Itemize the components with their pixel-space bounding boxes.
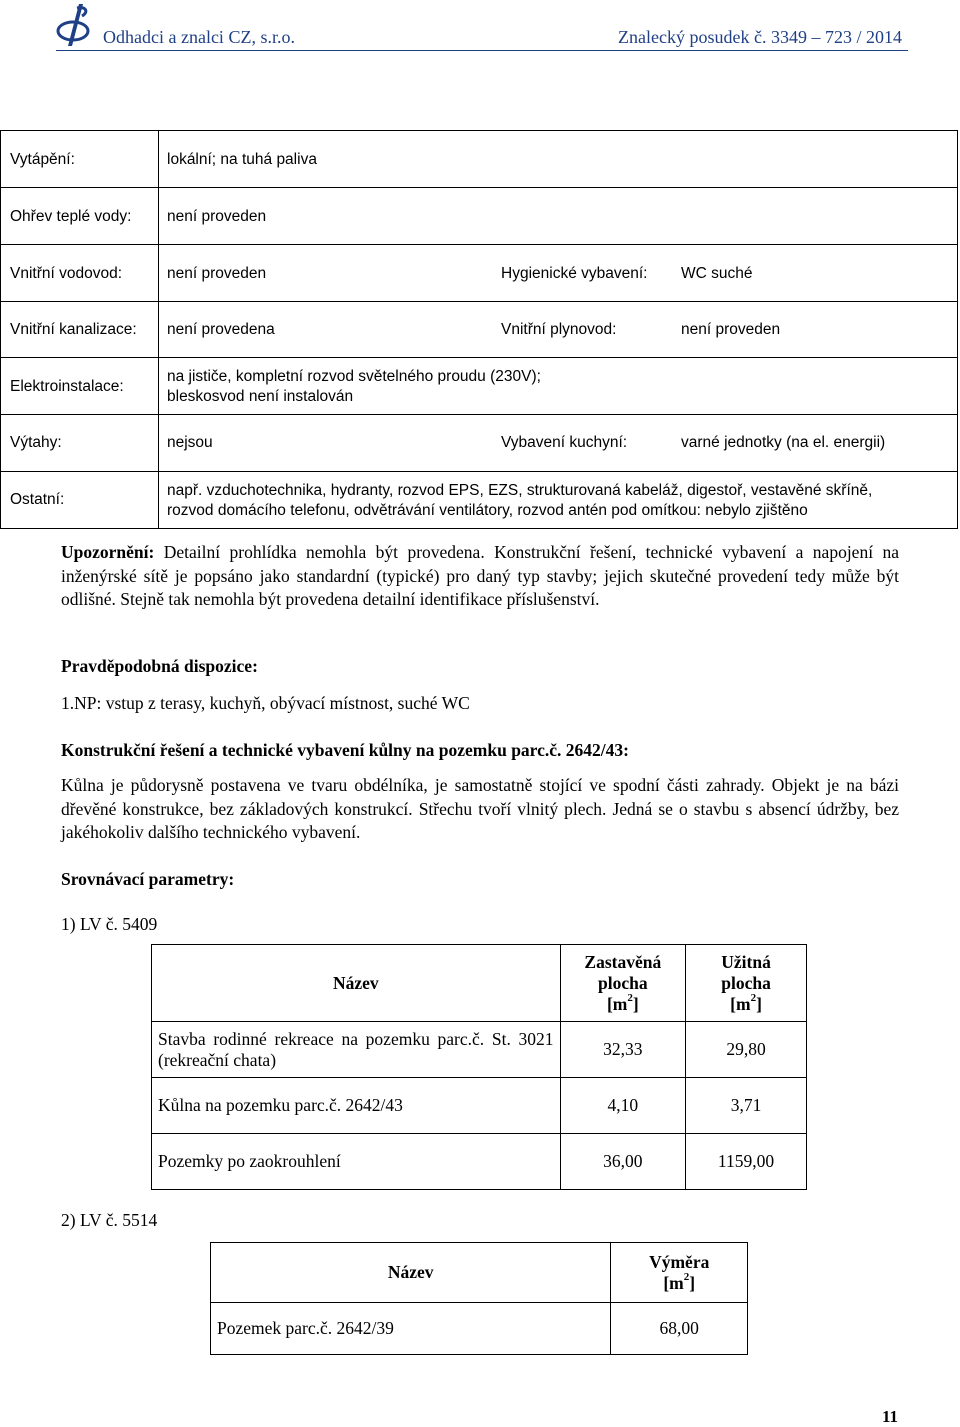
page-number: 11 [881,1407,898,1426]
table-row [152,1022,807,1078]
header-divider [56,50,908,51]
row-divider [1,357,957,358]
shed-text: Kůlna je půdorysně postavena ve tvaru obdélníka, je samostatně stojící ve spodní části zahrady. Objekt je na bázi dřevěné konstrukce, bez základových konstrukcí. Střechu tvoří vlnitý plech. Jedná se o stavbu s absencí údržby, bez jakéhokoliv dalšího technického vybavení. [61,775,899,842]
lifts-value: nejsou [167,434,213,451]
col-built-l2: plocha [598,972,648,993]
row-name: Stavba rodinné rekreace na pozemku parc.č. St. 3021 (rekreační chata) [152,1022,561,1078]
comparison-heading: Srovnávací parametry: [61,869,235,889]
shed-heading: Konstrukční řešení a technické vybavení kůlny na pozemku parc.č. 2642/43: [61,740,629,760]
lifts-label: Výtahy: [10,434,62,451]
table-header-row [152,945,807,1022]
column-divider [158,131,159,528]
warning-text: Detailní prohlídka nemohla být provedena. Konstrukční řešení, technické vybavení a napojení na inženýrské sítě je popsáno jako standardní (typické) pro daný typ stavby; jejich skutečné provedení tedy může být odlišné. Stejně tak nemohla být provedena detailní identifikace příslušenství. [61,542,899,609]
row-built: 4,10 [560,1078,686,1134]
table-row [152,1134,807,1190]
row-name: Kůlna na pozemku parc.č. 2642/43 [152,1078,561,1134]
table-header-row [211,1243,748,1303]
sewage-value: není provedena [167,321,275,338]
electric-value-line1: na jističe, kompletní rozvod světelného proudu (230V); [167,368,541,385]
layout-heading: Pravděpodobná dispozice: [61,656,258,676]
col-useful-unit: $[m^2]$ [730,991,762,1014]
col-name-header: Název [211,1243,611,1303]
table-row [152,1078,807,1134]
warning-label: Upozornění: [61,542,155,562]
hygiene-label: Hygienické vybavení: [501,265,648,282]
kitchen-label: Vybavení kuchyní: [501,434,628,451]
other-label: Ostatní: [10,491,65,508]
heating-value: lokální; na tuhá paliva [167,151,317,168]
row-built: 32,33 [560,1022,686,1078]
sewage-label: Vnitřní kanalizace: [10,321,137,338]
lv1-table [151,944,807,1190]
col-built-header [560,945,686,1022]
row-divider [1,187,957,188]
electric-label: Elektroinstalace: [10,378,124,395]
hygiene-value: WC suché [681,265,753,282]
layout-text: 1.NP: vstup z terasy, kuchyň, obývací místnost, suché WC [61,693,470,713]
lv1-label: 1) LV č. 5409 [61,914,158,934]
kitchen-value: varné jednotky (na el. energii) [681,434,886,451]
col-useful-l1: Užitná [721,951,771,972]
row-useful: 3,71 [686,1078,807,1134]
header-company: Odhadci a znalci CZ, s.r.o. [103,27,295,47]
company-logo-icon [56,2,92,48]
row-name: Pozemky po zaokrouhlení [152,1134,561,1190]
row-useful: 1159,00 [686,1134,807,1190]
gas-value: není proveden [681,321,781,338]
row-built: 36,00 [560,1134,686,1190]
col-area-label: Výměra [649,1251,710,1272]
lv2-label: 2) LV č. 5514 [61,1210,158,1230]
other-value-line1: např. vzduchotechnika, hydranty, rozvod EPS, EZS, strukturovaná kabeláž, digestoř, vestavěné skříně, [167,482,873,499]
header-report-number: Znalecký posudek č. 3349 – 723 / 2014 [618,27,902,47]
water-label: Vnitřní vodovod: [10,265,123,282]
table-row [211,1303,748,1355]
electric-value-line2: bleskosvod není instalován [167,388,354,405]
properties-table [0,130,958,529]
heating-label: Vytápění: [10,151,75,168]
col-useful-l2: plocha [721,972,771,993]
row-divider [1,471,957,472]
hot-water-value: není proveden [167,208,267,225]
col-name-header: Název [152,945,561,1022]
row-name: Pozemek parc.č. 2642/39 [211,1303,611,1355]
gas-label: Vnitřní plynovod: [501,321,617,338]
col-useful-header [686,945,807,1022]
hot-water-label: Ohřev teplé vody: [10,208,132,225]
row-divider [1,414,957,415]
row-divider [1,301,957,302]
col-area-header [611,1243,748,1303]
warning-paragraph [61,541,899,612]
row-useful: 29,80 [686,1022,807,1078]
other-value-line2: rozvod domácího telefonu, odvětrávání ventilátory, rozvod antén pod omítkou: nebylo zjištěno [167,502,808,519]
col-area-unit: $[m^2]$ [663,1270,696,1293]
col-built-unit: $[m^2]$ [606,991,639,1014]
row-divider [1,244,957,245]
lv2-table [210,1242,748,1355]
water-value: není proveden [167,265,267,282]
col-built-l1: Zastavěná [584,951,662,972]
row-area: 68,00 [611,1303,748,1355]
